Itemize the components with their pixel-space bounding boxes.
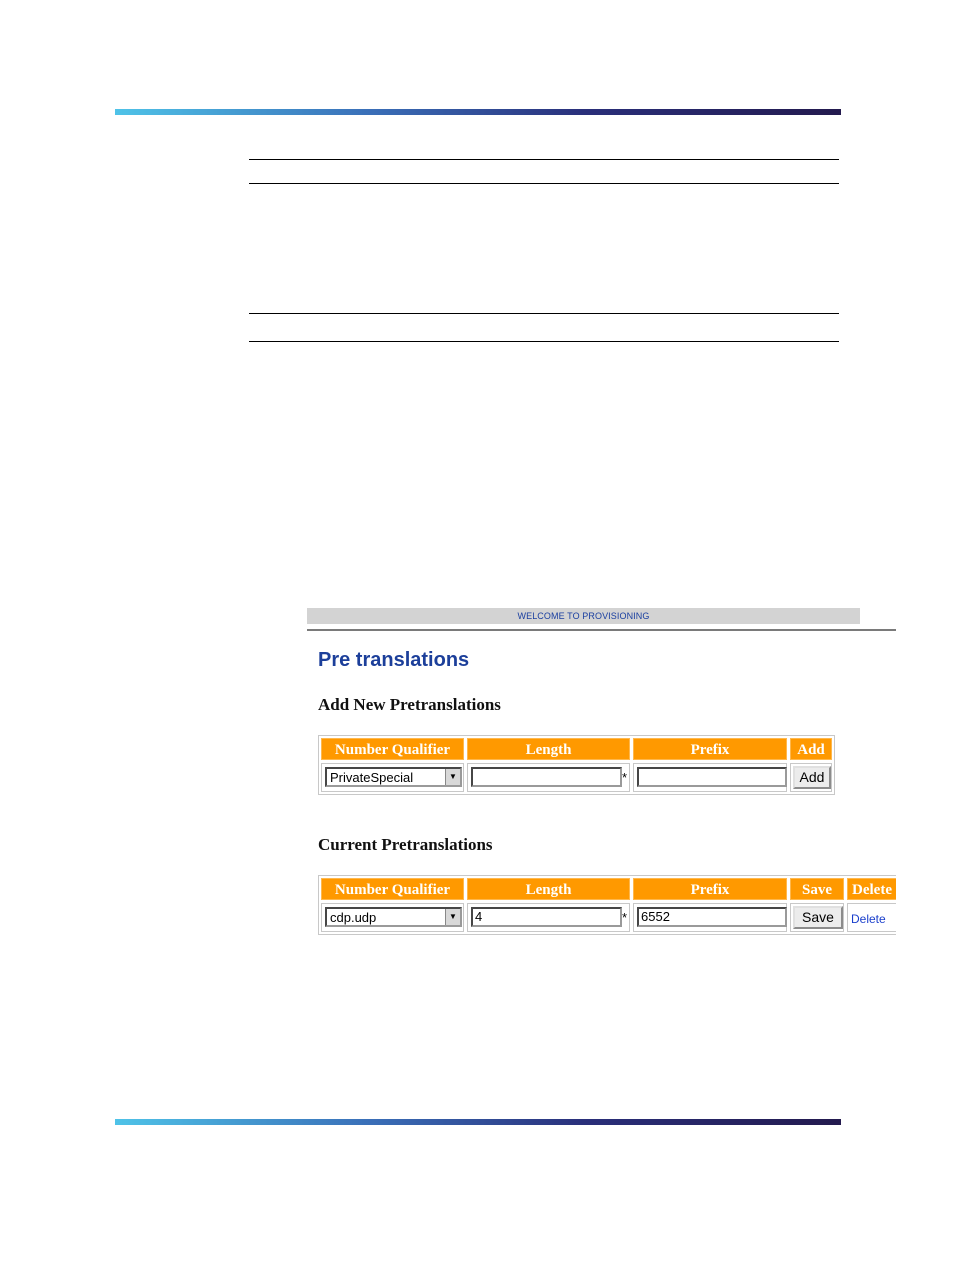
number-qualifier-value: PrivateSpecial xyxy=(330,770,414,785)
rule-3 xyxy=(249,313,839,314)
add-prefix-cell xyxy=(633,763,787,792)
add-length-cell xyxy=(467,763,630,792)
wildcard-separator: * xyxy=(622,910,628,925)
provisioning-screenshot xyxy=(307,607,896,947)
current-qualifier-value: cdp.udp xyxy=(330,910,377,925)
table-row xyxy=(321,903,464,932)
number-qualifier-select[interactable] xyxy=(325,767,462,787)
current-header-save: Save xyxy=(790,878,844,900)
length-input[interactable] xyxy=(471,767,622,787)
chevron-down-icon[interactable]: ▼ xyxy=(445,909,460,925)
wildcard-separator: * xyxy=(622,770,628,785)
delete-link[interactable]: Delete xyxy=(851,912,886,926)
save-button-cell xyxy=(790,903,844,932)
current-header-number-qualifier: Number Qualifier xyxy=(321,878,464,900)
page-title: Pre translations xyxy=(318,649,470,671)
add-header-length: Length xyxy=(467,738,630,760)
current-prefix-cell xyxy=(633,903,787,932)
add-header-number-qualifier: Number Qualifier xyxy=(321,738,464,760)
rule-1 xyxy=(249,159,839,160)
prefix-input[interactable] xyxy=(637,767,787,787)
rule-4 xyxy=(249,341,839,342)
add-pretranslation-table xyxy=(318,735,835,795)
current-section-heading: Current Pretranslations xyxy=(318,835,493,854)
chevron-down-icon[interactable]: ▼ xyxy=(445,769,460,785)
welcome-banner: WELCOME TO PROVISIONING xyxy=(307,608,860,624)
current-length-cell xyxy=(467,903,630,932)
current-header-delete: Delete xyxy=(847,878,896,900)
delete-cell xyxy=(847,903,896,932)
save-button[interactable]: Save xyxy=(793,906,843,929)
bottom-gradient-bar xyxy=(115,1119,841,1125)
current-prefix-input[interactable]: 6552 xyxy=(637,907,787,927)
current-header-prefix: Prefix xyxy=(633,878,787,900)
add-section-heading: Add New Pretranslations xyxy=(318,695,501,714)
add-header-add: Add xyxy=(790,738,832,760)
rule-2 xyxy=(249,183,839,184)
current-qualifier-select[interactable] xyxy=(325,907,462,927)
current-pretranslation-table xyxy=(318,875,896,935)
current-header-length: Length xyxy=(467,878,630,900)
add-header-prefix: Prefix xyxy=(633,738,787,760)
banner-divider xyxy=(307,629,896,631)
add-qualifier-cell xyxy=(321,763,464,792)
add-button-cell xyxy=(790,763,832,792)
current-length-input[interactable]: 4 xyxy=(471,907,622,927)
add-button[interactable]: Add xyxy=(793,766,831,789)
top-gradient-bar xyxy=(115,109,841,115)
